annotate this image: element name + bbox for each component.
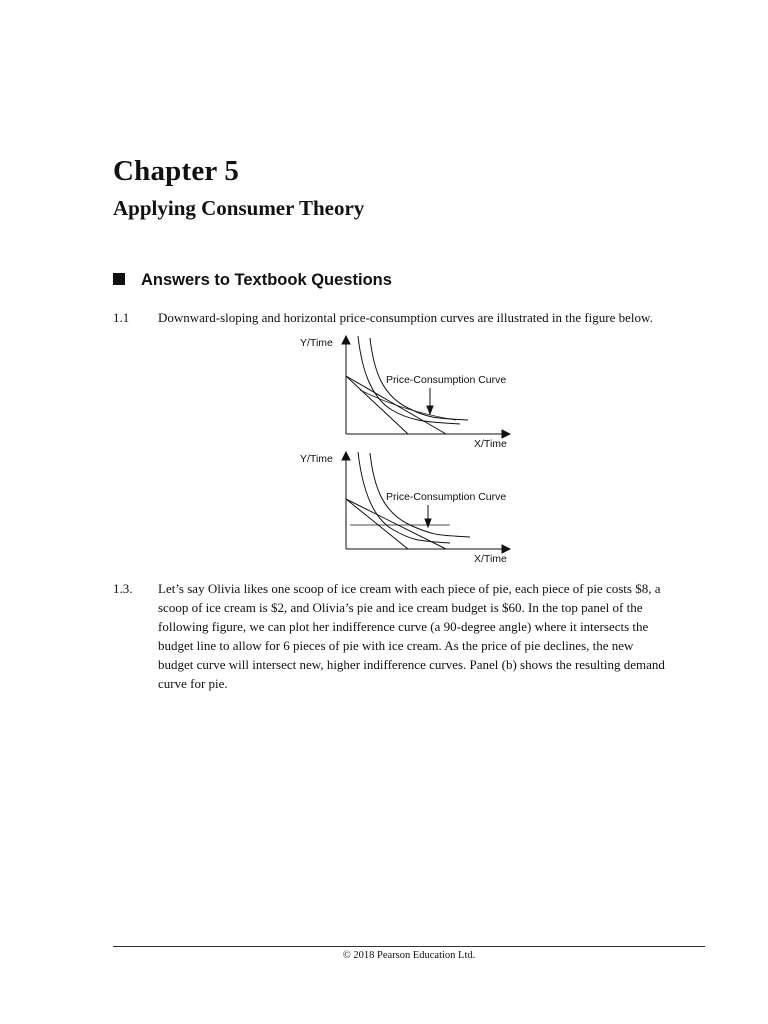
footer-copyright: © 2018 Pearson Education Ltd. [342,950,476,961]
pcc-annotation: Price-Consumption Curve [386,491,507,503]
x-axis-arrow-icon [502,545,510,553]
y-axis-arrow-icon [342,336,350,344]
price-consumption-curve [360,390,456,420]
figure-panel-horizontal-pcc [300,447,520,567]
question-text-line: budget curve will intersect new, higher indifference curves. Panel (b) shows the resulting demand [158,657,665,672]
y-axis-label: Y/Time [300,337,333,349]
figure-panel-downward-pcc [300,332,520,452]
question-text-line: following figure, we can plot her indifference curve (a 90-degree angle) where it intersects the [158,619,649,634]
question-number: 1.3. [113,581,133,596]
pcc-annotation: Price-Consumption Curve [386,374,507,386]
question-number: 1.1 [113,310,130,325]
question-text [158,579,718,693]
square-bullet-icon [113,273,125,285]
annotation-arrow-icon [427,406,433,414]
y-axis-label: Y/Time [300,453,333,465]
x-axis-label: X/Time [474,438,507,450]
chapter-title: Chapter 5 [113,155,240,187]
x-axis-arrow-icon [502,430,510,438]
question-text: Downward-sloping and horizontal price-consumption curves are illustrated in the figure below. [158,310,653,325]
section-heading-text: Answers to Textbook Questions [141,271,392,289]
y-axis-arrow-icon [342,452,350,460]
question-text-line: budget line to allow for 6 pieces of pie with ice cream. As the price of pie declines, the new [158,638,634,653]
budget-line-1 [346,499,408,549]
section-heading [113,271,392,290]
chapter-subtitle: Applying Consumer Theory [113,196,365,220]
annotation-arrow-icon [425,519,431,527]
x-axis-label: X/Time [474,553,507,565]
question-text-line: curve for pie. [158,676,228,691]
question-text-line: Let’s say Olivia likes one scoop of ice cream with each piece of pie, each piece of pie costs $8, a [158,581,661,596]
question-text-line: scoop of ice cream is $2, and Olivia’s pie and ice cream budget is $60. In the top panel of the [158,600,643,615]
footer-divider [113,946,705,947]
